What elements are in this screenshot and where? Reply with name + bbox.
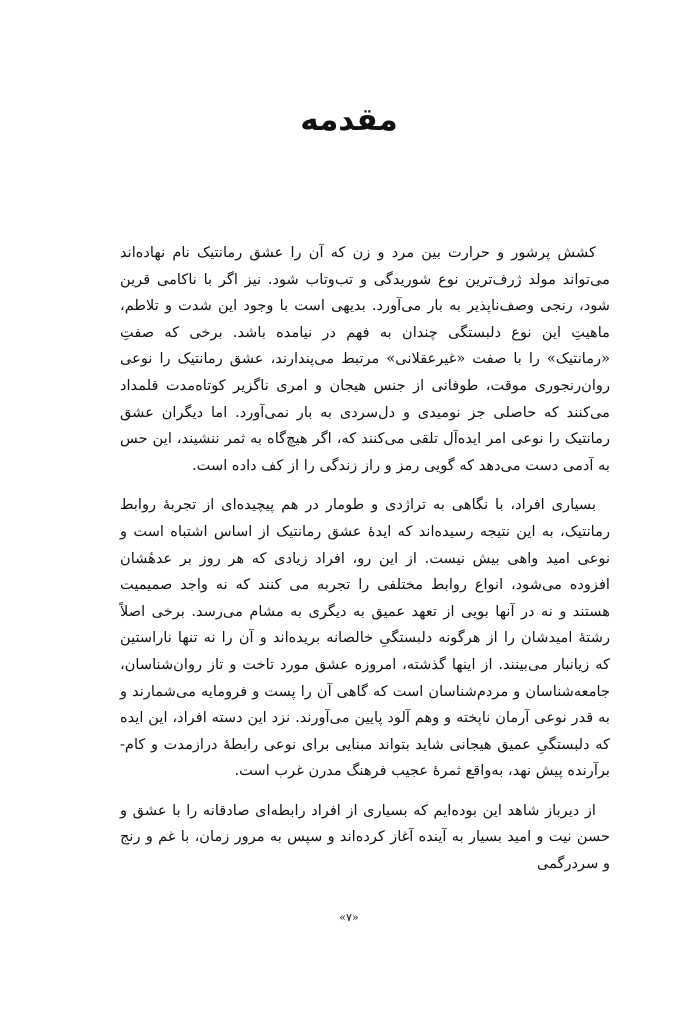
paragraph: کشش پرشور و حرارت بین مرد و زن که آن را عشق رمانتیک نام نهاده‌اند می‌تواند مولد ژرف‌ترین نوع شوریدگی و تب‌وتاب شود. نیز اگر با ناکامی قرین شود، رنجی وصف‌ناپذیر به بار می‌آورد. بدیهی است با وجود این شدت و تلاطم، ماهیتِ این نوع دلبستگی چندان به فهم در نیامده باشد. برخی که صفتِ «رمانتیک» را با صفت «غیرعقلانی» مرتبط می‌پندارند، عشق رمانتیک را نوعی روان‌رنجوری موقت، طوفانی از جنس هیجان و امری ناگزیر کوتاه‌مدت قلمداد می‌کنند که حاصلی جز نومیدی و دل‌سردی به بار نمی‌آورد. اما دیگران عشق رمانتیک را نوعی امر ایده‌آل تلقی می‌کنند که، اگر هیچ‌گاه به ثمر ننشیند، این حس به آدمی دست می‌دهد که گویی رمز و راز زندگی را از کف داده است. xyxy=(120,244,610,474)
paragraph: بسیاری افراد، با نگاهی به تراژدی و طومار در هم پیچیده‌ای از تجربهٔ روابط رمانتیک، به این نتیجه رسیده‌اند که ایدهٔ عشق رمانتیک از اساس اشتباه است و نوعی امید واهی بیش نیست. از این رو، افراد زیادی که هر روز بر عدهٔشان افزوده می‌شود، انواع روابط مختلفی را تجربه می کنند که نه واجد صمیمیت هستند و نه در آنها بویی از تعهد عمیق به دیگری به مشام می‌رسد. برخی اصلاً رشتهٔ امیدشان را از هرگونه دلبستگیِ خالصانه بریده‌اند و آن را نه تنها ناراستین که زیانبار می‌بینند. از اینها گذشته، امروزه عشق مورد تاخت و تاز روان‌شناسان، جامعه‌شناسان و مردم‌شناسان است که گاهی آن را پست و فرومایه می‌شمارند و به قدر نوعی آرمان ناپخته و وهم آلود پایین می‌آورند. نزد این دسته افراد، این ایده که دلبستگیِ عمیق هیجانی شاید بتواند مبنایی برای نوعی رابطهٔ درازمدت و کام-برآرنده پیش نهد، به‌واقع ثمرهٔ عجیب فرهنگ مدرن غرب است. xyxy=(120,496,610,780)
page-number: «۷» xyxy=(339,911,359,924)
body-text xyxy=(120,240,610,891)
chapter-title: مقدمه xyxy=(300,102,398,138)
paragraph: از دیرباز شاهد این بوده‌ایم که بسیاری از افراد رابطه‌ای صادقانه را با عشق و حسن نیت و امید بسیار به آینده آغاز کرده‌اند و سپس به مرور زمان، با غم و رنج و سردرگمی xyxy=(120,801,610,873)
